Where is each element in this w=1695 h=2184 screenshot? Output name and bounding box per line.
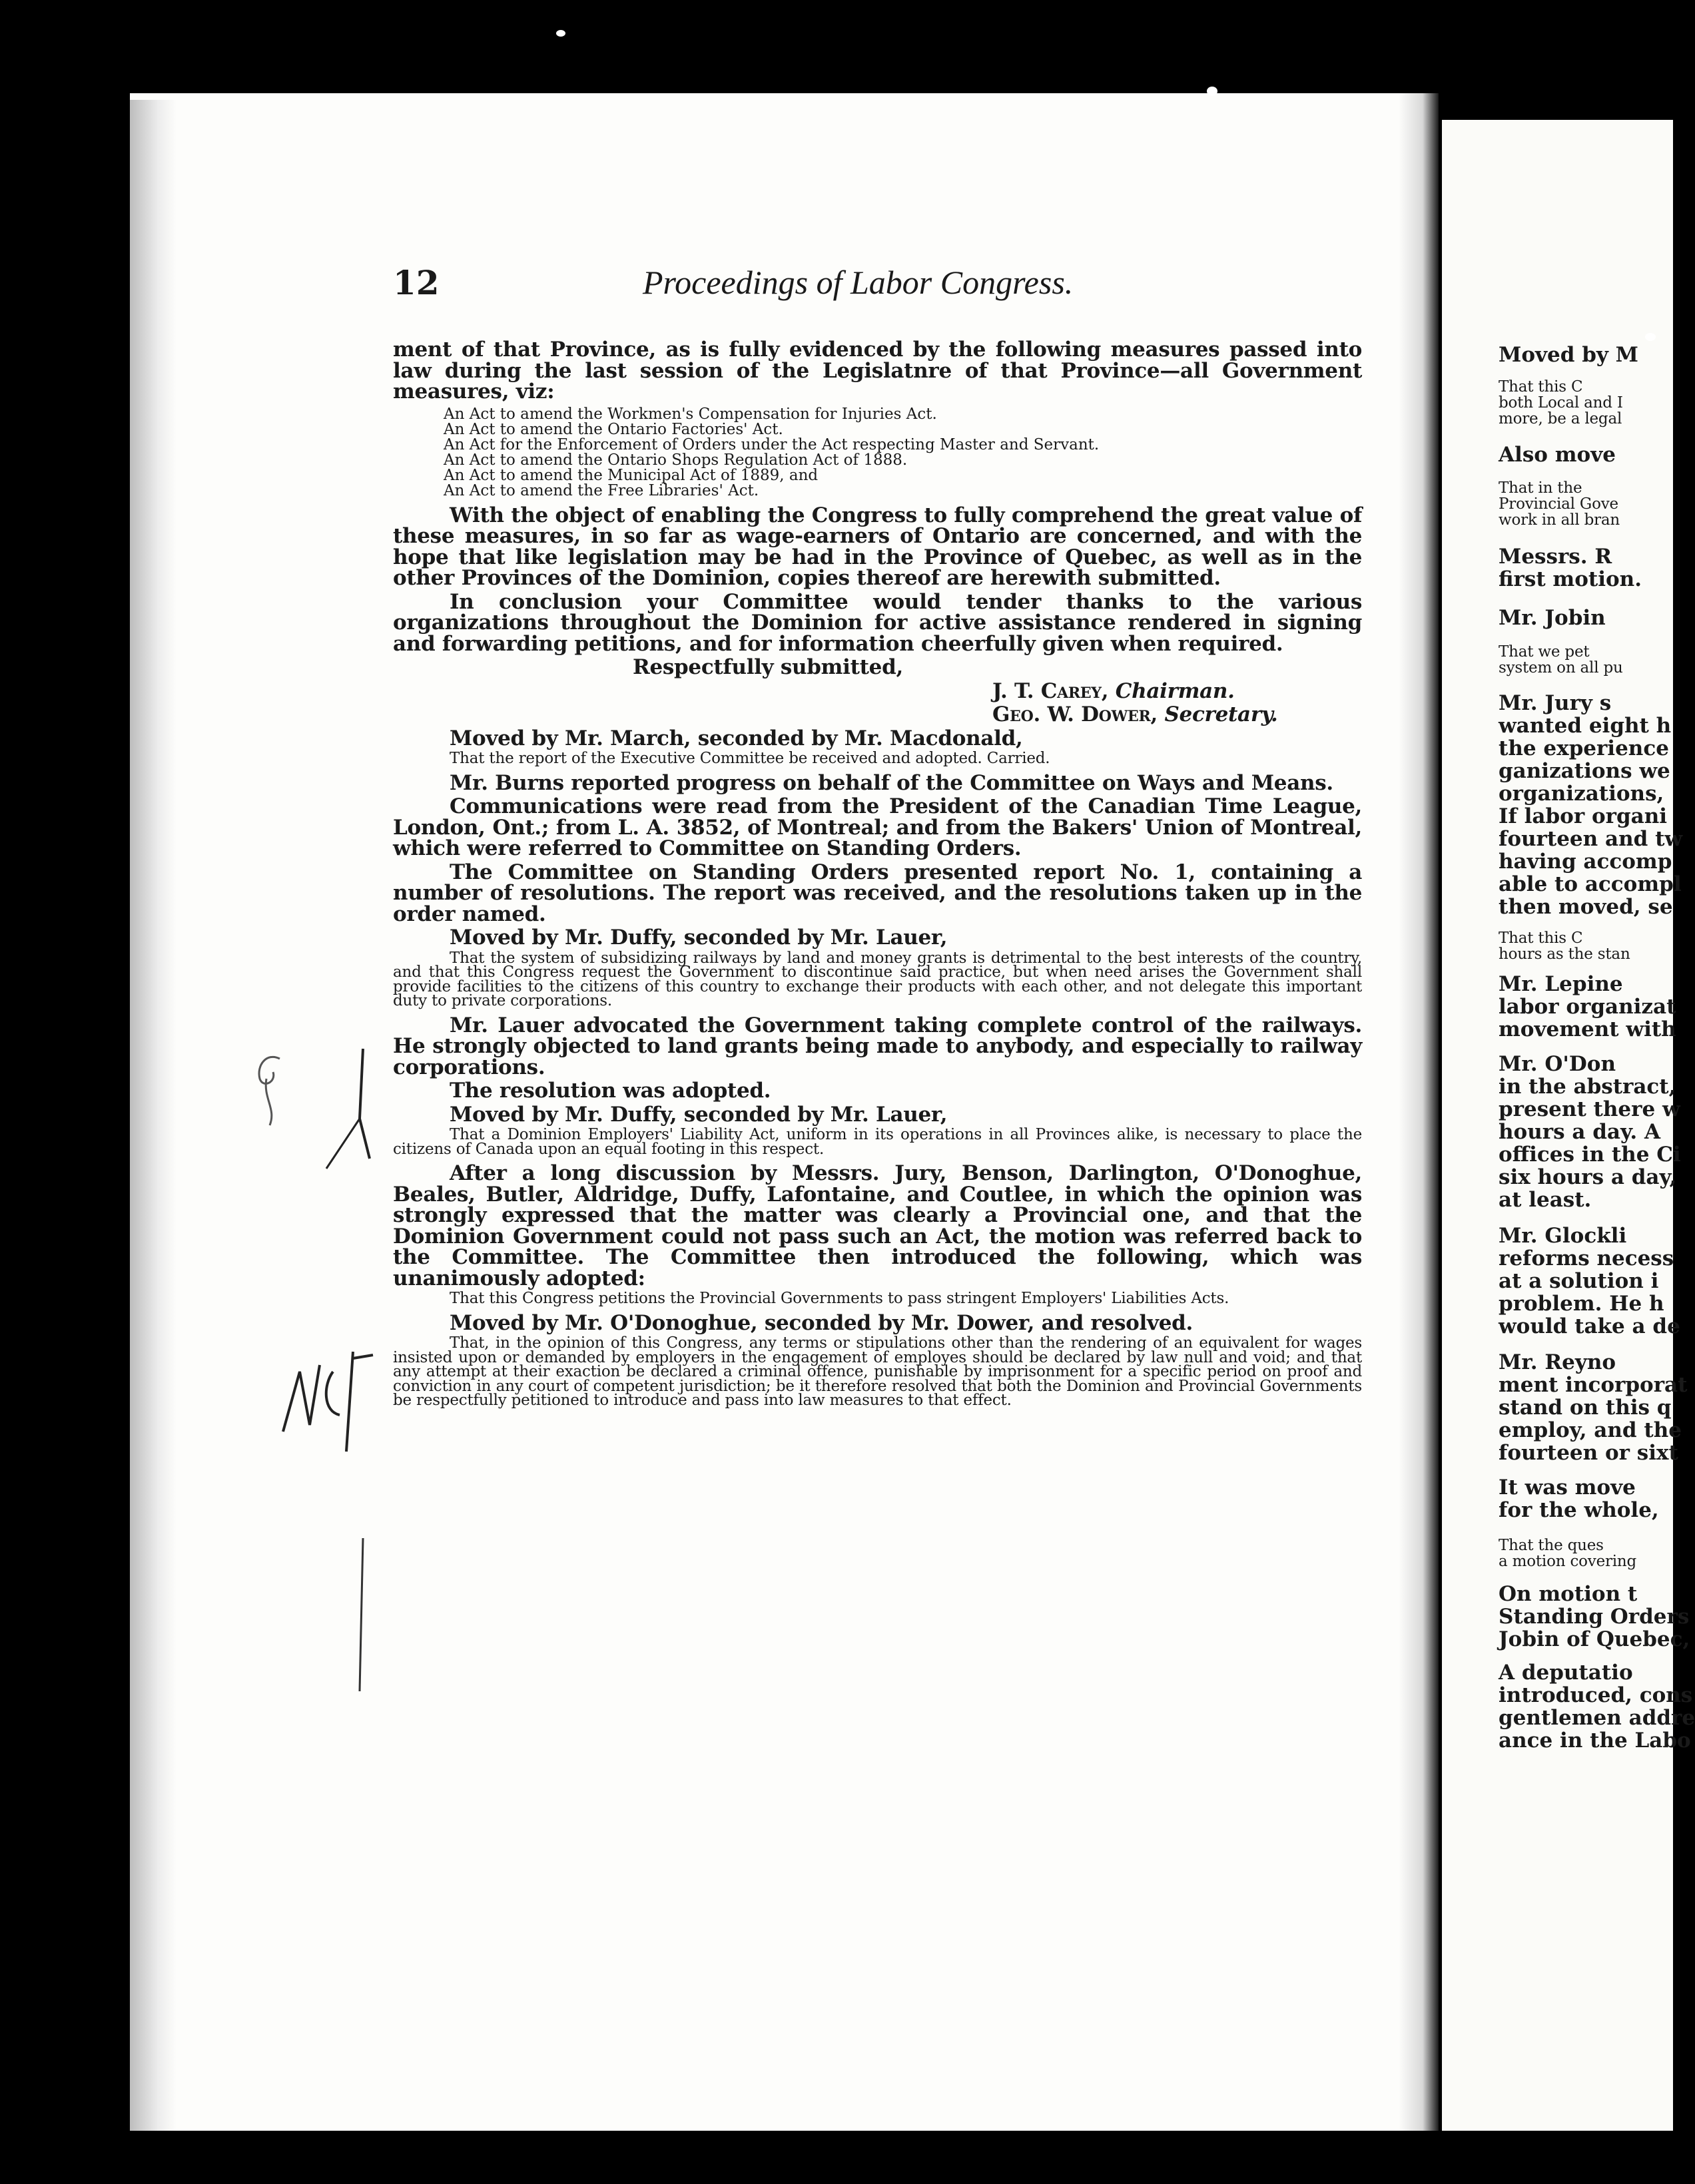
dust-speck bbox=[1207, 87, 1217, 96]
right-line: wanted eight h bbox=[1499, 714, 1672, 738]
right-line: more, be a legal bbox=[1499, 410, 1622, 427]
paragraph-intro: ment of that Province, as is fully evidenced by the following measures passed into law during the last session of the Legislatnre of that Province—all Government measures, viz: bbox=[393, 338, 1362, 404]
right-line: at a solution i bbox=[1499, 1269, 1659, 1293]
right-line: a motion covering bbox=[1499, 1553, 1637, 1570]
resolution-dominion-liability: That a Dominion Employers' Liability Act, uniform in its operations in all Provinces alike, is necessary to place the citizens of Canada upon an equal footing in this respect. bbox=[393, 1126, 1362, 1158]
right-line: in the abstract, bbox=[1499, 1075, 1676, 1099]
book-gutter bbox=[1399, 93, 1439, 2131]
right-line: Standing Orders bbox=[1499, 1605, 1690, 1629]
dust-speck bbox=[556, 30, 565, 37]
right-line: gentlemen addre bbox=[1499, 1706, 1695, 1730]
act-item: An Act to amend the Municipal Act of 1889, and bbox=[444, 466, 819, 484]
right-line: six hours a day, bbox=[1499, 1165, 1677, 1189]
right-line: labor organizat bbox=[1499, 995, 1676, 1019]
signature-name: Geo. W. Dower, bbox=[992, 702, 1158, 726]
right-line: fourteen or sixt bbox=[1499, 1441, 1678, 1465]
right-line: stand on this q bbox=[1499, 1396, 1672, 1420]
resolution-wages: That, in the opinion of this Congress, any terms or stipulations other than the rendering of an equivalent for wages insisted upon or demanded by employers in the engagement of employes should be declared by law null and void; and that any attempt at their exaction be declared a criminal offence, punishable by imprisonment for a specific period on proof and conviction in any court of competent jurisdiction; be it therefore resolved that both the Dominion and Provincial Governments be respectfully petitioned to introduce and pass into law measures to that effect. bbox=[393, 1334, 1362, 1409]
right-line: Mr. Reyno bbox=[1499, 1350, 1616, 1374]
right-line: That the ques bbox=[1499, 1537, 1604, 1554]
right-line: That this C bbox=[1499, 378, 1583, 396]
right-line: system on all pu bbox=[1499, 659, 1623, 677]
act-item: An Act to amend the Workmen's Compensation for Injuries Act. bbox=[444, 405, 937, 423]
right-line: ance in the Labo bbox=[1499, 1729, 1691, 1753]
right-line: Moved by M bbox=[1499, 343, 1638, 367]
motion-march: Moved by Mr. March, seconded by Mr. Macdonald, bbox=[450, 726, 1023, 750]
right-line: Messrs. R bbox=[1499, 545, 1612, 569]
respectfully-submitted: Respectfully submitted, bbox=[633, 655, 903, 679]
right-line: ment incorporat bbox=[1499, 1373, 1688, 1397]
paragraph-standing-orders: The Committee on Standing Orders presented report No. 1, containing a number of resolutions. The report was received, and the resolutions taken up in the order named. bbox=[393, 860, 1362, 926]
paragraph-object: With the object of enabling the Congress to fully comprehend the great value of these measures, in so far as wage-earners of Ontario are concerned, and with the hope that like legislation may be had in the Province of Quebec, as well as in the other Provinces of the Dominion, copies thereof are herewith submitted. bbox=[393, 503, 1362, 590]
page-number: 12 bbox=[393, 263, 440, 302]
running-title: Proceedings of Labor Congress. bbox=[643, 264, 1074, 301]
right-line: then moved, se bbox=[1499, 895, 1673, 919]
motion-odonoghue: Moved by Mr. O'Donoghue, seconded by Mr. Dower, and resolved. bbox=[450, 1310, 1193, 1335]
signature-chairman bbox=[393, 681, 1362, 702]
signature-role: Chairman. bbox=[1115, 679, 1235, 703]
right-line: ganizations we bbox=[1499, 759, 1670, 783]
right-line: would take a de bbox=[1499, 1314, 1680, 1338]
right-line: If labor organi bbox=[1499, 804, 1668, 828]
main-text-column bbox=[393, 340, 1362, 1415]
right-line: movement with bbox=[1499, 1017, 1676, 1041]
right-line: fourteen and tw bbox=[1499, 827, 1683, 851]
motion-duffy-2: Moved by Mr. Duffy, seconded by Mr. Lauer, bbox=[450, 1102, 948, 1127]
resolution-report: That the report of the Executive Committee be received and adopted. Carried. bbox=[450, 750, 1050, 767]
right-line: organizations, bbox=[1499, 782, 1664, 806]
acts-list bbox=[444, 407, 1362, 499]
right-line: On motion t bbox=[1499, 1582, 1638, 1606]
act-item: An Act to amend the Ontario Shops Regulation Act of 1888. bbox=[444, 451, 908, 469]
right-line: Mr. Jury s bbox=[1499, 691, 1612, 715]
right-line: work in all bran bbox=[1499, 511, 1620, 529]
right-line: hours as the stan bbox=[1499, 946, 1630, 963]
signature-secretary bbox=[393, 704, 1362, 726]
paragraph-conclusion: In conclusion your Committee would tender thanks to the various organizations throughout the Dominion for active assistance rendered in signing and forwarding petitions, and for information cheerfully given when required. bbox=[393, 589, 1362, 656]
right-line: for the whole, bbox=[1499, 1498, 1659, 1522]
right-line: problem. He h bbox=[1499, 1292, 1664, 1316]
right-line: Provincial Gove bbox=[1499, 495, 1618, 513]
right-line: offices in the Ci bbox=[1499, 1143, 1681, 1167]
paragraph-lauer: Mr. Lauer advocated the Government taking complete control of the railways. He strongly objected to land grants being made to anybody, and especially to railway corporations. bbox=[393, 1013, 1362, 1079]
paragraph-adopted: The resolution was adopted. bbox=[450, 1079, 771, 1103]
motion-duffy-1: Moved by Mr. Duffy, seconded by Mr. Lauer, bbox=[450, 926, 948, 950]
page-edge-shadow bbox=[130, 100, 176, 2131]
right-line: at least. bbox=[1499, 1188, 1592, 1212]
right-line: Jobin of Quebec, bbox=[1499, 1627, 1690, 1651]
signature-name: J. T. Carey, bbox=[992, 679, 1109, 703]
right-line: It was move bbox=[1499, 1476, 1636, 1500]
right-line: That this C bbox=[1499, 930, 1583, 947]
paragraph-burns: Mr. Burns reported progress on behalf of the Committee on Ways and Means. bbox=[450, 770, 1333, 795]
right-line: Mr. Jobin bbox=[1499, 606, 1606, 630]
right-line: the experience bbox=[1499, 736, 1669, 760]
page-header bbox=[393, 263, 1139, 310]
right-line: reforms necess bbox=[1499, 1246, 1674, 1270]
resolution-provincial: That this Congress petitions the Provincial Governments to pass stringent Employers' Liabilities Acts. bbox=[450, 1290, 1229, 1307]
act-item: An Act to amend the Free Libraries' Act. bbox=[444, 481, 759, 499]
right-line: both Local and I bbox=[1499, 394, 1623, 411]
right-line: introduced, cons bbox=[1499, 1683, 1693, 1707]
right-line: hours a day. A bbox=[1499, 1120, 1661, 1144]
right-line: Mr. Lepine bbox=[1499, 972, 1623, 996]
right-line: employ, and the bbox=[1499, 1418, 1682, 1442]
right-line: Mr. Glockli bbox=[1499, 1224, 1627, 1248]
act-item: An Act for the Enforcement of Orders under the Act respecting Master and Servant. bbox=[444, 435, 1100, 453]
dust-speck bbox=[1645, 333, 1656, 341]
right-line: Also move bbox=[1499, 443, 1616, 467]
right-line: That we pet bbox=[1499, 643, 1590, 661]
right-line: A deputatio bbox=[1499, 1661, 1633, 1685]
right-line: present there w bbox=[1499, 1097, 1680, 1121]
right-line: That in the bbox=[1499, 479, 1582, 497]
right-line: Mr. O'Don bbox=[1499, 1052, 1616, 1076]
right-line: having accomp bbox=[1499, 850, 1672, 874]
resolution-railways: That the system of subsidizing railways by land and money grants is detrimental to the best interests of the country, and that this Congress request the Government to discontinue said practice, but when need arises the Government shall provide facilities to the citizens of this country to exchange their products with each other, and not delegate this important duty to private corporations. bbox=[393, 949, 1362, 1009]
right-line: able to accompl bbox=[1499, 872, 1682, 896]
act-item: An Act to amend the Ontario Factories' Act. bbox=[444, 420, 783, 438]
paragraph-discussion: After a long discussion by Messrs. Jury, Benson, Darlington, O'Donoghue, Beales, Butler, Aldridge, Duffy, Lafontaine, and Coutlee, in which the opinion was strongly expressed that the matter was clearly a Provincial one, and that the Dominion Government could not pass such an Act, the motion was referred back to the Committee. The Committee then introduced the following, which was unanimously adopted: bbox=[393, 1161, 1362, 1290]
paragraph-communications: Communications were read from the President of the Canadian Time League, London, Ont.; from L. A. 3852, of Montreal; and from the Bakers' Union of Montreal, which were referred to Committee on Standing Orders. bbox=[393, 794, 1362, 860]
right-line: first motion. bbox=[1499, 567, 1642, 591]
signature-role: Secretary. bbox=[1164, 702, 1278, 726]
